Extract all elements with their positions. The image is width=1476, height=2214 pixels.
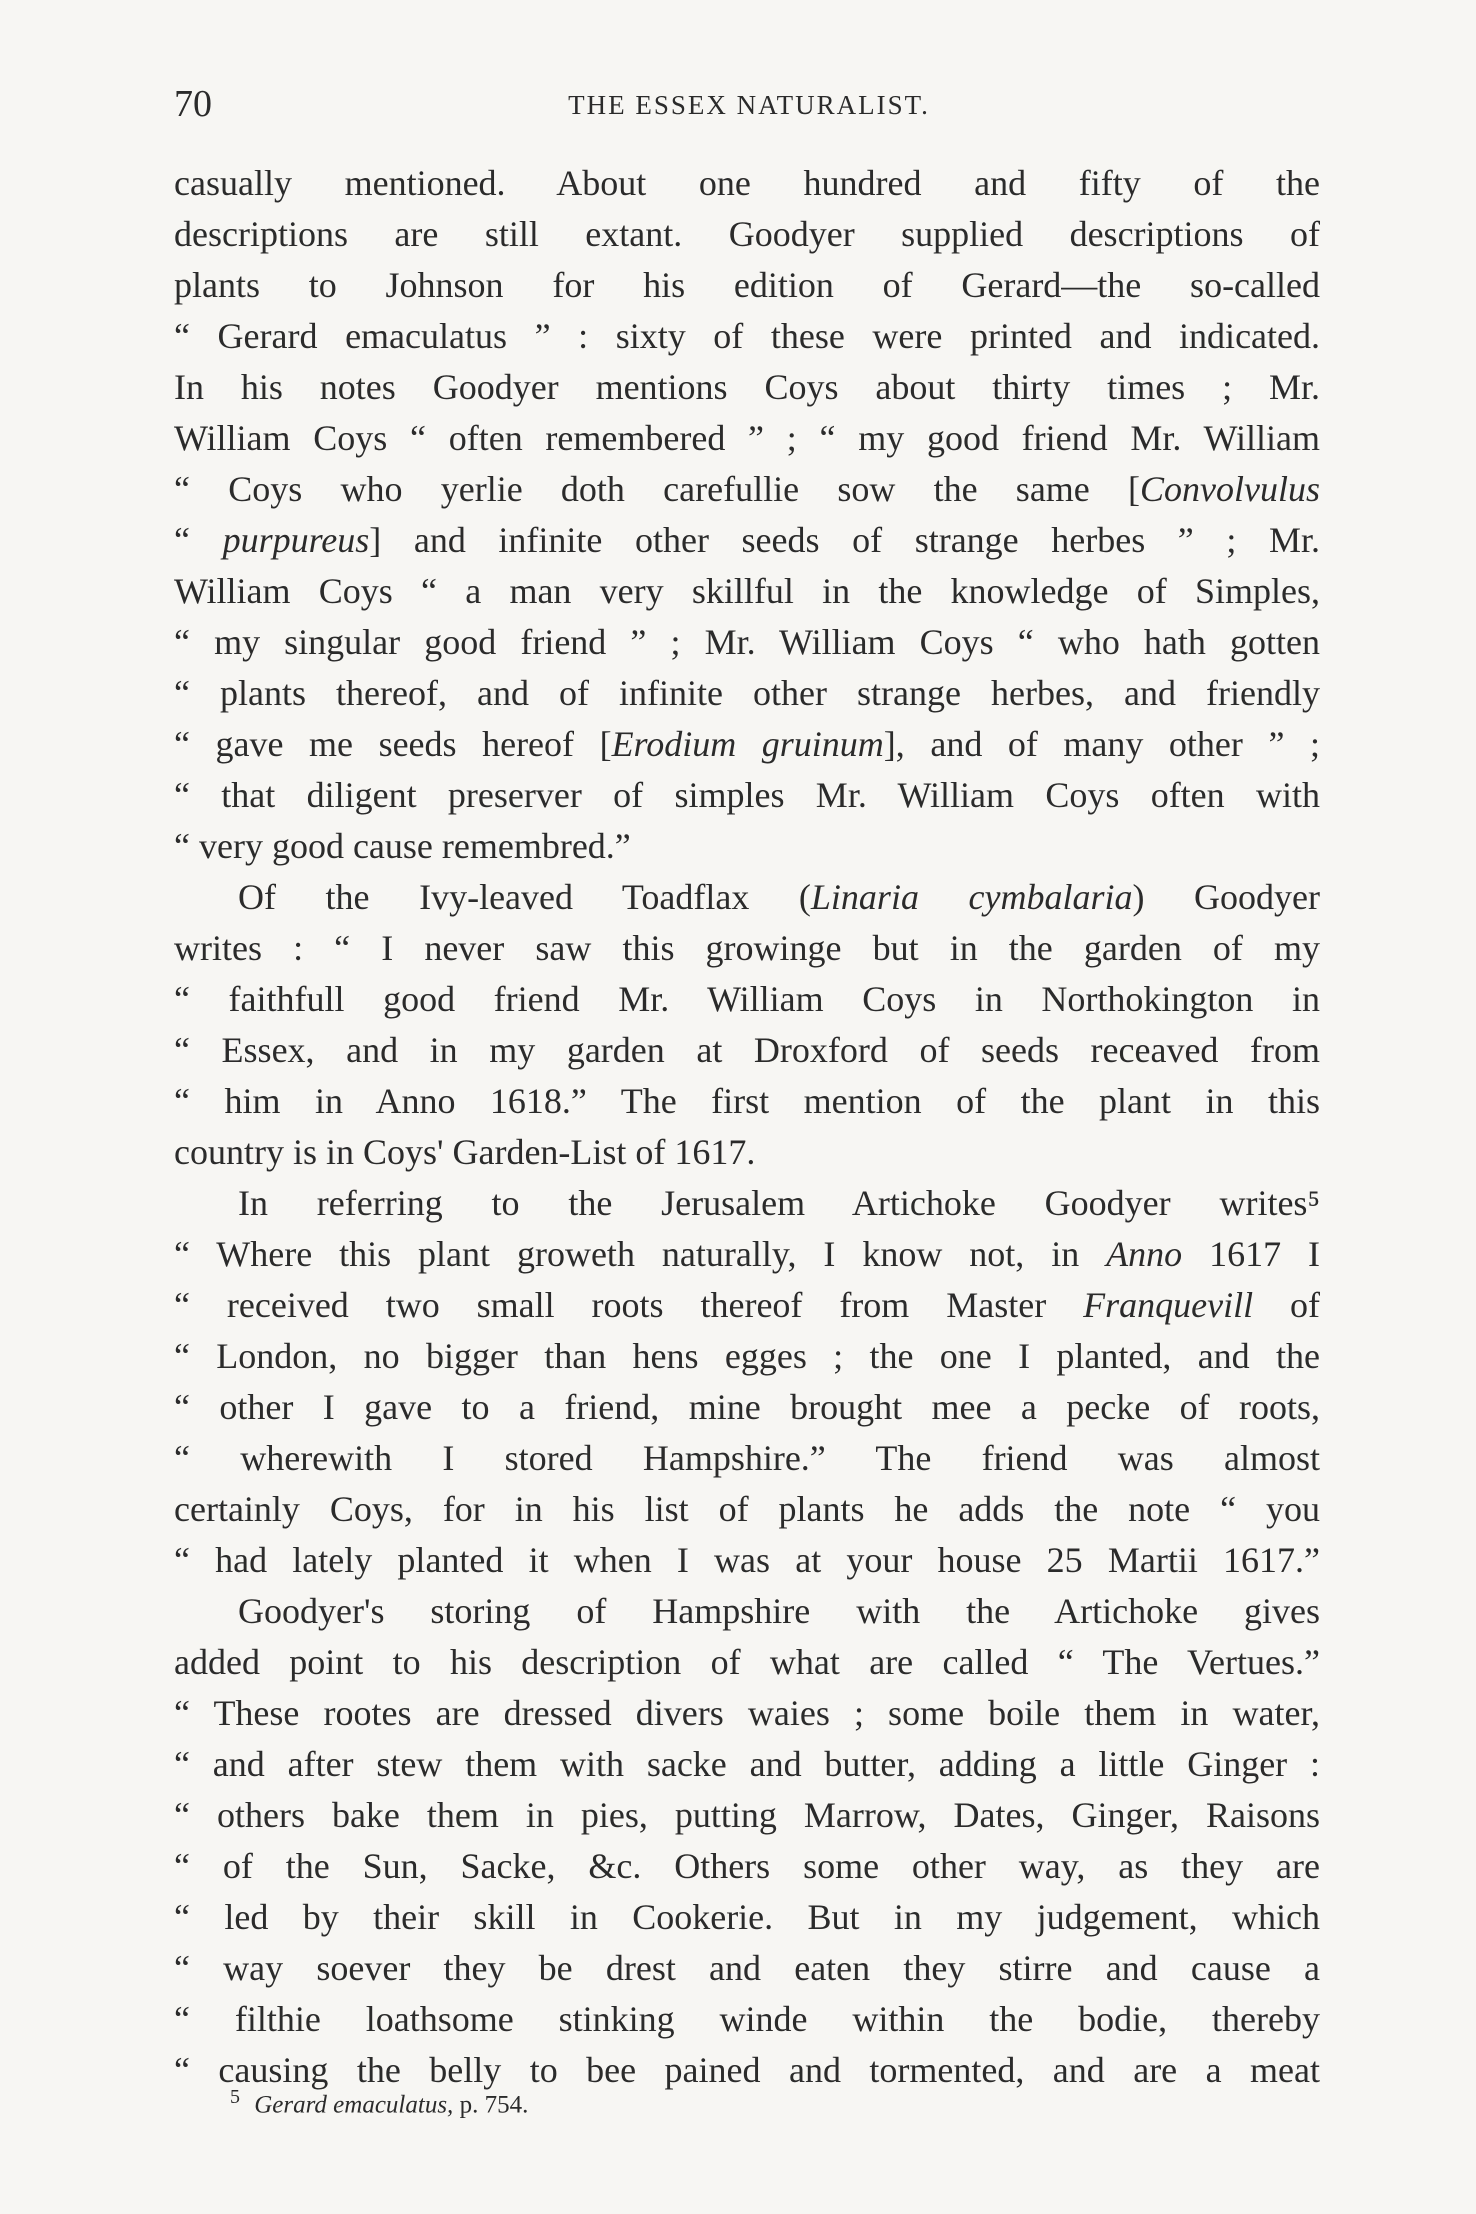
text-line: Of the Ivy-leaved Toadflax (Linaria cymbalaria) Goodyer (238, 877, 1320, 917)
text-line: “ faithfull good friend Mr. William Coys in Northokington in (174, 979, 1320, 1019)
text-line: In his notes Goodyer mentions Coys about thirty times ; Mr. (174, 367, 1320, 407)
text-line: plants to Johnson for his edition of Gerard—the so-called (174, 265, 1320, 305)
paragraph-2 (174, 872, 1320, 1178)
footnote-marker: 5 (230, 2086, 240, 2108)
text-line: “ Coys who yerlie doth carefullie sow the same [Convolvulus (174, 469, 1320, 509)
page-header (174, 82, 1324, 132)
text-line: “ others bake them in pies, putting Marrow, Dates, Ginger, Raisons (174, 1795, 1320, 1835)
text-line: “ filthie loathsome stinking winde within the bodie, thereby (174, 1999, 1320, 2039)
text-line: “ him in Anno 1618.” The first mention of the plant in this (174, 1081, 1320, 1121)
body-text (174, 158, 1320, 2096)
text-line: “ of the Sun, Sacke, &c. Others some other way, as they are (174, 1846, 1320, 1886)
text-line: “ purpureus] and infinite other seeds of strange herbes ” ; Mr. (174, 520, 1320, 560)
paragraph-3 (174, 1178, 1320, 1586)
text-line: casually mentioned. About one hundred and fifty of the (174, 163, 1320, 203)
text-line: “ led by their skill in Cookerie. But in my judgement, which (174, 1897, 1320, 1937)
page-number: 70 (174, 83, 212, 125)
footnote-page: p. 754. (459, 2091, 529, 2119)
text-line: “ wherewith I stored Hampshire.” The friend was almost (174, 1438, 1320, 1478)
text-line: “ my singular good friend ” ; Mr. William Coys “ who hath gotten (174, 622, 1320, 662)
text-line: “ that diligent preserver of simples Mr. William Coys often with (174, 775, 1320, 815)
text-line: “ causing the belly to bee pained and tormented, and are a meat (174, 2050, 1320, 2090)
text-line: “ These rootes are dressed divers waies ; some boile them in water, (174, 1693, 1320, 1733)
text-line: added point to his description of what are called “ The Vertues.” (174, 1642, 1320, 1682)
text-line: “ received two small roots thereof from Master Franquevill of (174, 1285, 1320, 1325)
text-line: “ Essex, and in my garden at Droxford of seeds receaved from (174, 1030, 1320, 1070)
text-line: “ way soever they be drest and eaten they stirre and cause a (174, 1948, 1320, 1988)
text-line: Goodyer's storing of Hampshire with the Artichoke gives (238, 1591, 1320, 1631)
text-line: “ London, no bigger than hens egges ; the one I planted, and the (174, 1336, 1320, 1376)
paragraph-1 (174, 158, 1320, 872)
text-line: “ gave me seeds hereof [Erodium gruinum], and of many other ” ; (174, 724, 1320, 764)
text-line: William Coys “ often remembered ” ; “ my good friend Mr. William (174, 418, 1320, 458)
text-line: certainly Coys, for in his list of plants he adds the note “ you (174, 1489, 1320, 1529)
text-line: “ very good cause remembred.” (174, 826, 631, 866)
text-line: “ plants thereof, and of infinite other strange herbes, and friendly (174, 673, 1320, 713)
footnote (230, 2086, 528, 2119)
text-line: “ Gerard emaculatus ” : sixty of these were printed and indicated. (174, 316, 1320, 356)
text-line: “ had lately planted it when I was at your house 25 Martii 1617.” (174, 1540, 1320, 1580)
text-line: “ and after stew them with sacke and butter, adding a little Ginger : (174, 1744, 1320, 1784)
text-line: “ other I gave to a friend, mine brought mee a pecke of roots, (174, 1387, 1320, 1427)
footnote-title: Gerard emaculatus, (254, 2091, 454, 2119)
text-line: William Coys “ a man very skillful in the knowledge of Simples, (174, 571, 1320, 611)
text-line: descriptions are still extant. Goodyer supplied descriptions of (174, 214, 1320, 254)
text-line: In referring to the Jerusalem Artichoke Goodyer writes⁵ (238, 1183, 1320, 1223)
text-line: “ Where this plant groweth naturally, I know not, in Anno 1617 I (174, 1234, 1320, 1274)
paragraph-4 (174, 1586, 1320, 2096)
running-title: THE ESSEX NATURALIST. (568, 90, 930, 120)
text-line: country is in Coys' Garden-List of 1617. (174, 1132, 756, 1172)
text-line: writes : “ I never saw this growinge but in the garden of my (174, 928, 1320, 968)
